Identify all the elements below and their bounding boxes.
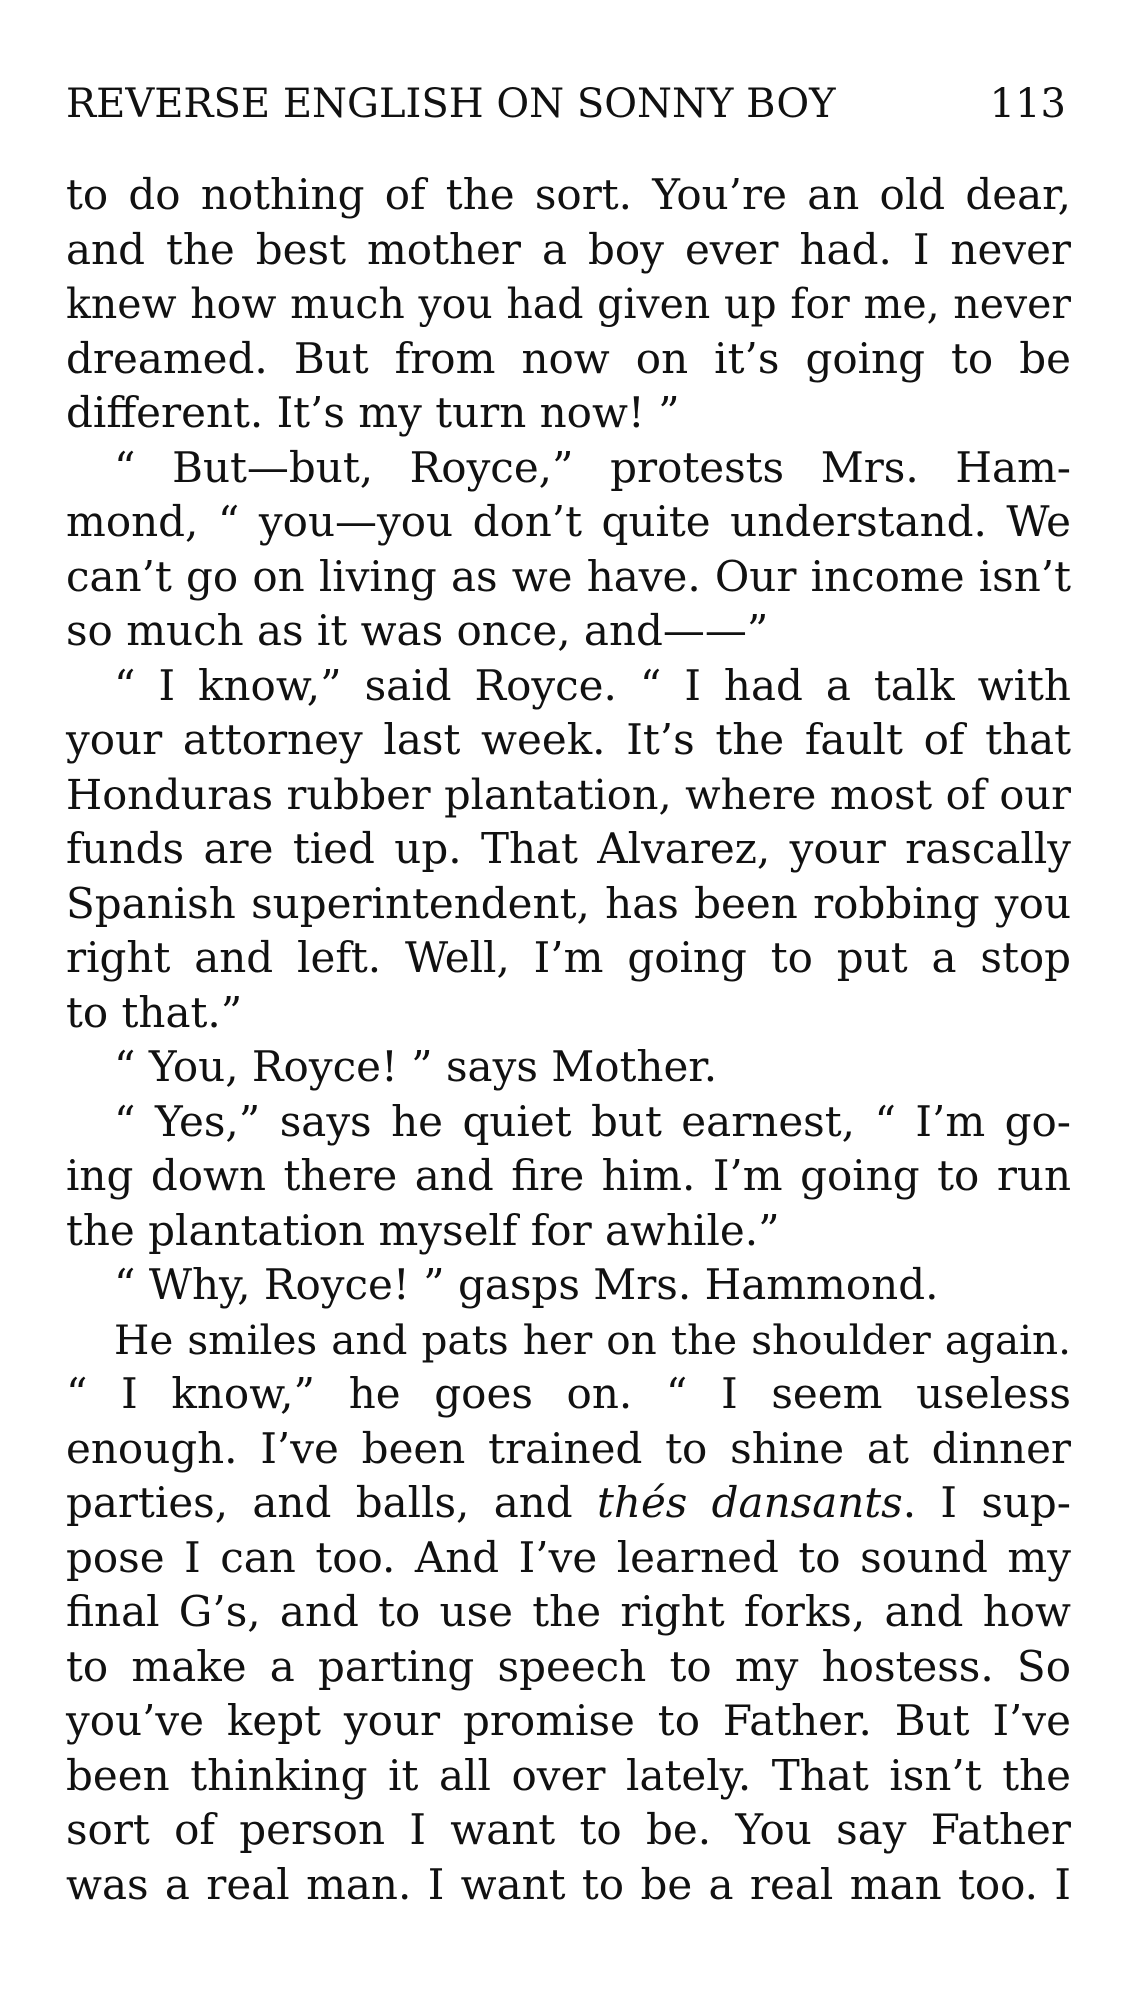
text-line-content: parties, and balls, and (66, 1478, 573, 1527)
text-line (66, 1204, 1071, 1259)
text-line (66, 277, 1071, 332)
text-line (66, 931, 1071, 986)
text-line-content: funds are tied up. That Alvarez, your rascally (66, 824, 1071, 873)
text-line (66, 1640, 1071, 1695)
running-head (66, 78, 1066, 130)
text-line-content: can’t go on living as we have. Our income isn’t (66, 551, 1071, 601)
text-line (66, 877, 1071, 932)
text-line (66, 1313, 1071, 1368)
text-line-content: you’ve kept your promise to Father. But I’ve (66, 1696, 1071, 1745)
text-line-content: was a real man. I want to be a real man too. I (66, 1859, 1071, 1909)
text-line (66, 1476, 1071, 1531)
text-line-continuation: . I sup- (902, 1478, 1071, 1527)
text-line-content: mond, “ you—you don’t quite understand. We (66, 497, 1071, 546)
text-line (66, 441, 1071, 496)
text-line-content: dreamed. But from now on it’s going to be (66, 333, 1071, 383)
text-line-content: “ But—but, Royce,” protests Mrs. Ham- (114, 442, 1071, 492)
text-line (66, 223, 1071, 278)
text-line (66, 1749, 1071, 1804)
text-line-content: Honduras rubber plantation, where most of our (66, 769, 1071, 819)
text-line-content: right and left. Well, I’m going to put a stop (66, 933, 1071, 982)
text-line (66, 1367, 1071, 1422)
text-line-content: to that.” (66, 987, 243, 1037)
text-line-content: your attorney last week. It’s the fault of that (66, 715, 1071, 764)
text-line-content: “ Yes,” says he quiet but earnest, “ I’m go- (114, 1096, 1071, 1146)
body-text (66, 168, 1071, 1912)
text-line (66, 495, 1071, 550)
text-line-content: to do nothing of the sort. You’re an old dear, (66, 170, 1071, 219)
text-line-content: ing down there and fire him. I’m going to run (66, 1151, 1071, 1200)
text-line-content: “ I know,” he goes on. “ I seem useless (66, 1369, 1071, 1418)
text-line (66, 1585, 1071, 1640)
text-line (66, 332, 1071, 387)
text-line (66, 168, 1071, 223)
text-line (66, 986, 1071, 1041)
text-line (66, 604, 1071, 659)
text-line (66, 768, 1071, 823)
text-line-content: been thinking it all over lately. That isn’t the (66, 1750, 1071, 1800)
text-line-content: to make a parting speech to my hostess. So (66, 1641, 1071, 1691)
text-line (66, 386, 1071, 441)
text-line-content: enough. I’ve been trained to shine at dinner (66, 1423, 1071, 1473)
text-line-content: and the best mother a boy ever had. I never (66, 224, 1071, 274)
page-number: 113 (989, 81, 1066, 127)
text-line-content: pose I can too. And I’ve learned to sound my (66, 1532, 1071, 1582)
text-line (66, 659, 1071, 714)
text-line (66, 1531, 1071, 1586)
text-line-content: so much as it was once, and——” (66, 606, 769, 655)
text-line-content: “ Why, Royce! ” gasps Mrs. Hammond. (114, 1260, 939, 1309)
text-line (66, 713, 1071, 768)
text-line-content: the plantation myself for awhile.” (66, 1205, 780, 1255)
text-line-content: different. It’s my turn now! ” (66, 388, 680, 437)
text-line-content: “ You, Royce! ” says Mother. (114, 1042, 718, 1091)
text-line-content: He smiles and pats her on the shoulder again. (114, 1315, 1071, 1364)
text-line (66, 1040, 1071, 1095)
text-line (66, 822, 1071, 877)
text-line-content: sort of person I want to be. You say Father (66, 1805, 1071, 1854)
text-line (66, 1149, 1071, 1204)
text-line (66, 1858, 1071, 1913)
text-line (66, 1803, 1071, 1858)
text-line (66, 1258, 1071, 1313)
text-line-content: Spanish superintendent, has been robbing you (66, 878, 1071, 928)
text-line-content: knew how much you had given up for me, never (66, 280, 1071, 328)
italic-phrase: thés dansants (597, 1478, 903, 1527)
text-line (66, 1694, 1071, 1749)
text-line (66, 1095, 1071, 1150)
text-line (66, 1422, 1071, 1477)
text-line-content: final G’s, and to use the right forks, and how (66, 1587, 1071, 1636)
text-line-content: “ I know,” said Royce. “ I had a talk with (114, 660, 1071, 710)
text-line (66, 550, 1071, 605)
running-title: REVERSE ENGLISH ON SONNY BOY (66, 81, 836, 127)
